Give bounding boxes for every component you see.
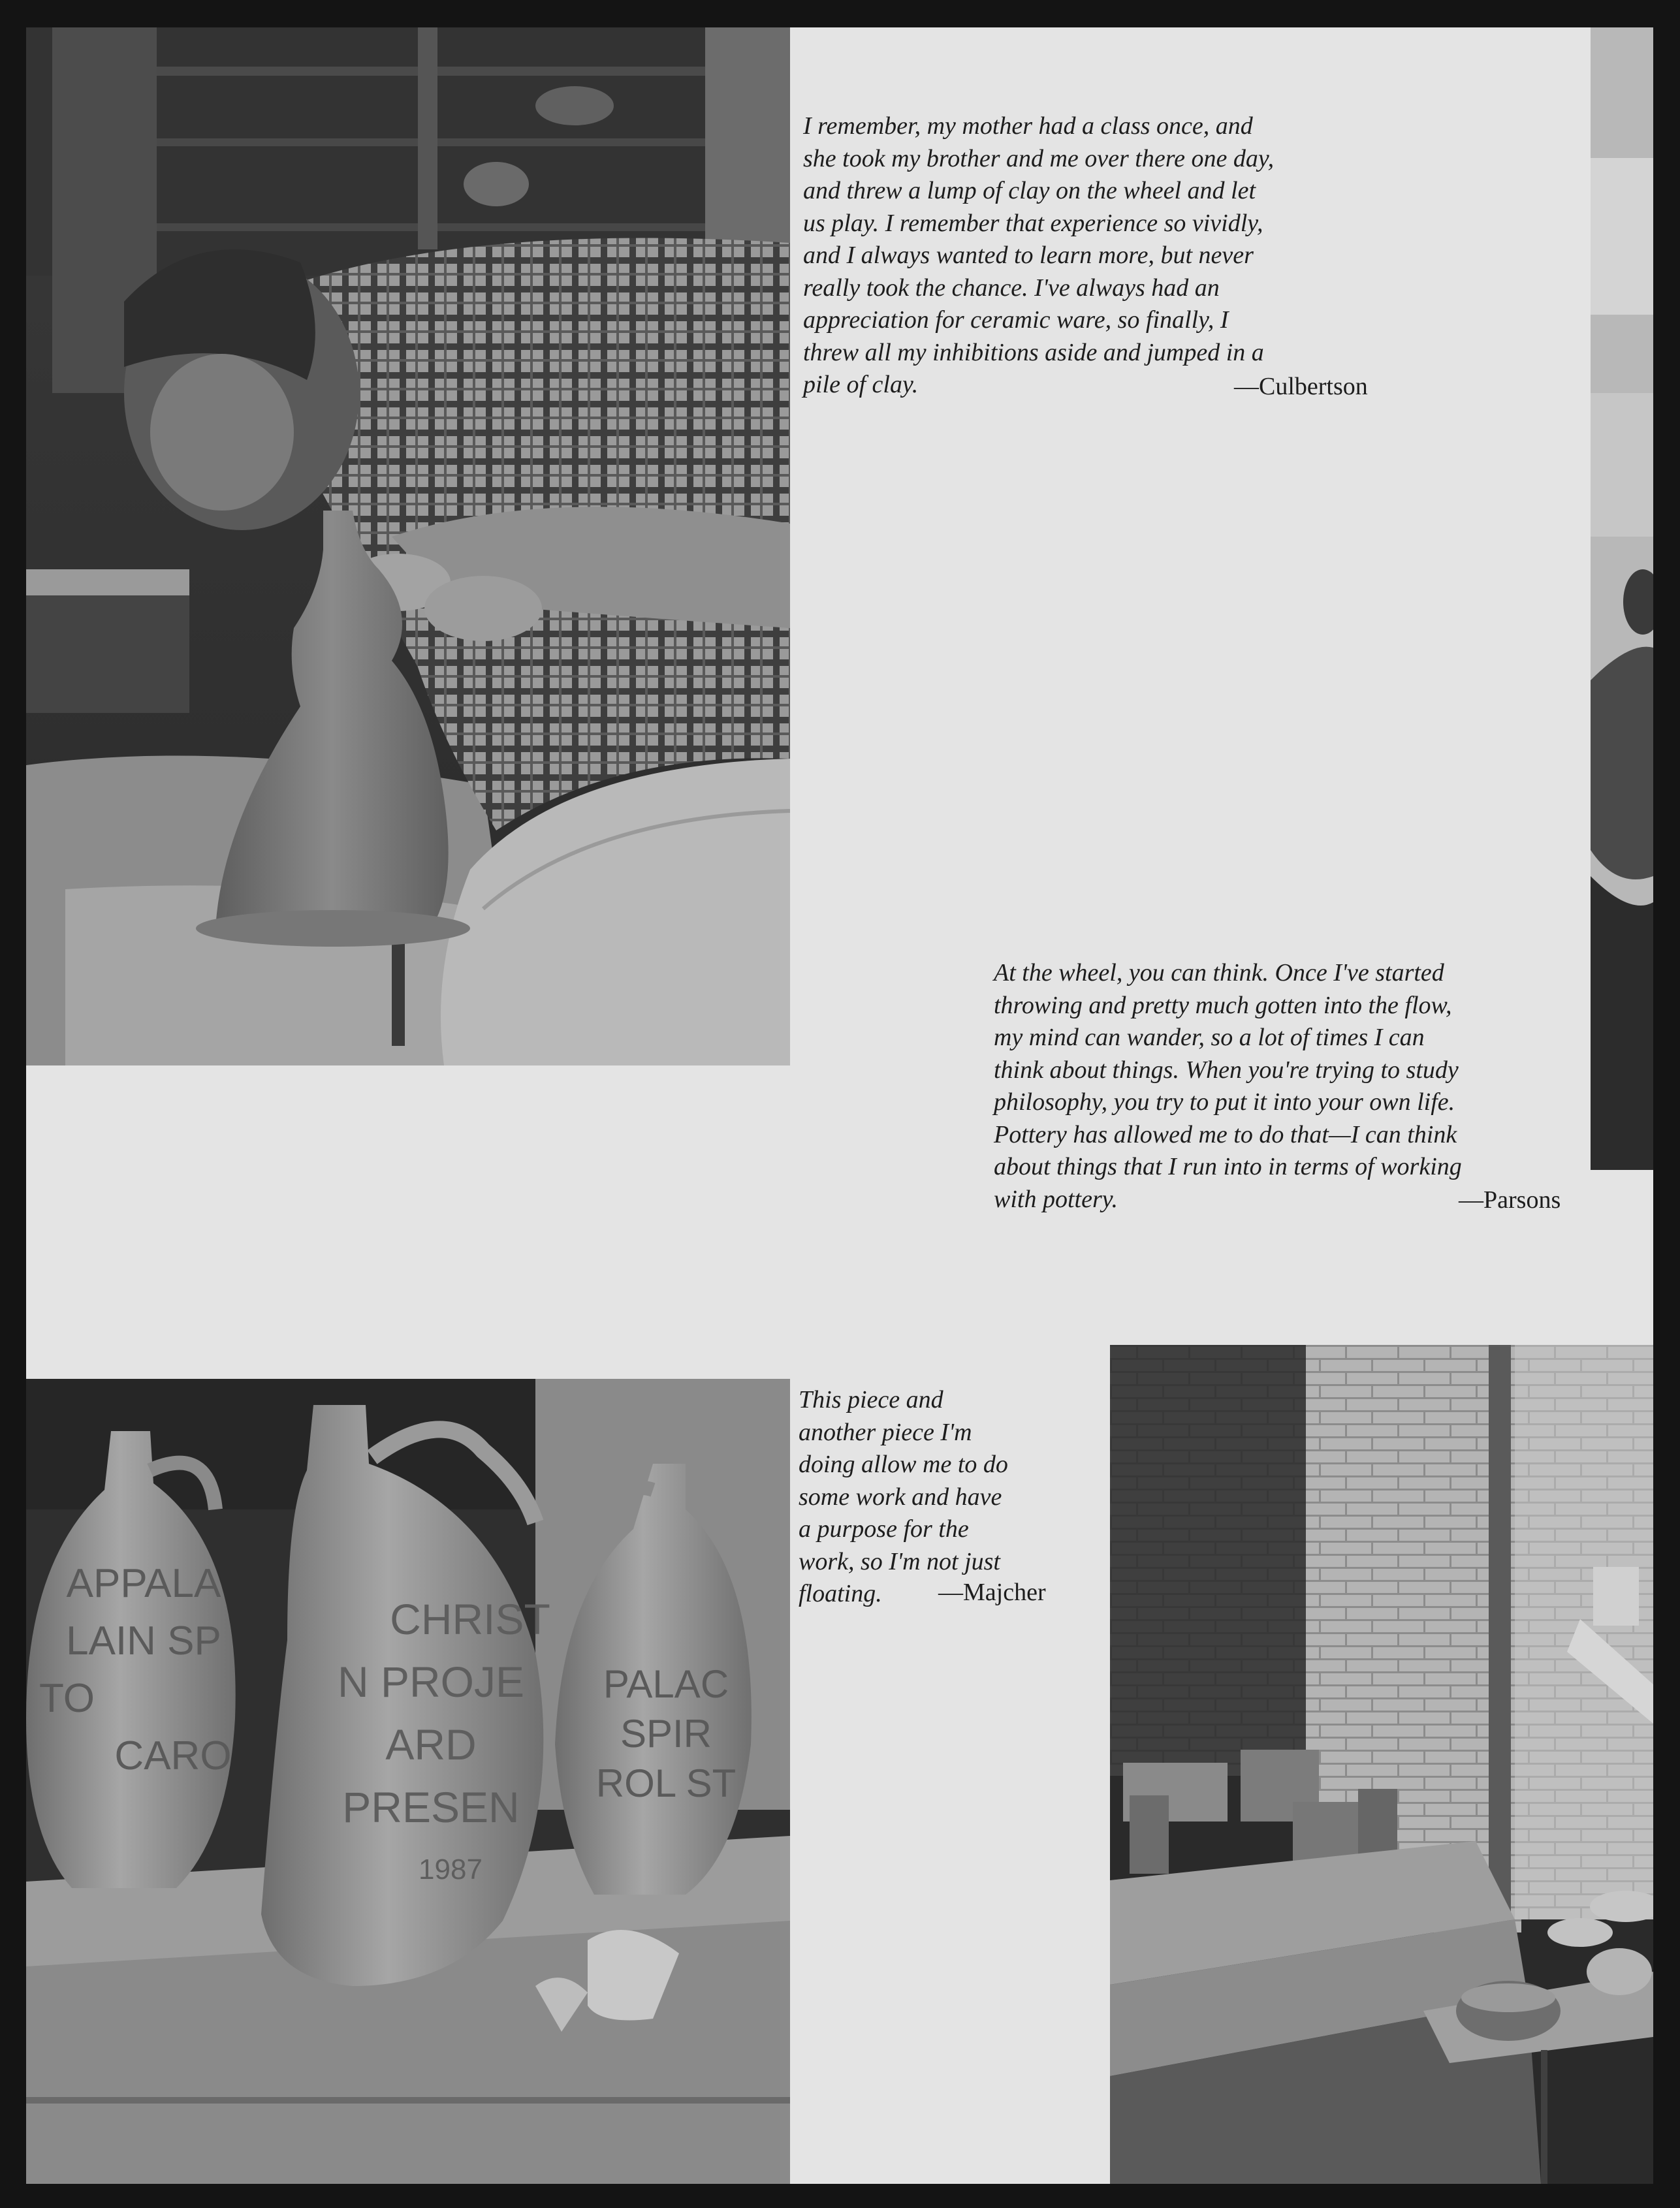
inscription-line: N PROJE	[337, 1658, 525, 1706]
inscription-line: CARO	[114, 1733, 232, 1778]
inscribed-jugs-photo	[26, 1379, 790, 2184]
left-jug-inscription	[39, 1555, 248, 1785]
quote-line: really took the chance. I've always had an	[803, 274, 1220, 302]
magazine-page	[26, 27, 1653, 2184]
quote-line: another piece I'm	[799, 1418, 972, 1446]
quote-line: think about things. When you're trying to study	[994, 1056, 1459, 1084]
inscription-line: 1987	[419, 1853, 483, 1885]
inscription-line: APPALA	[66, 1561, 221, 1606]
quote-line: philosophy, you try to put it into your own life.	[994, 1088, 1455, 1116]
quote-line: us play. I remember that experience so vividly,	[803, 209, 1263, 237]
quote-line: work, so I'm not just	[799, 1547, 1000, 1575]
quote-line: throwing and pretty much gotten into the flow,	[994, 991, 1452, 1019]
right-jug-inscription	[575, 1660, 757, 1808]
inscription-line: SPIR	[620, 1712, 712, 1756]
center-jug-inscription	[300, 1588, 562, 1901]
inscription-line: ARD PRESEN	[342, 1720, 520, 1831]
quote-line: At the wheel, you can think. Once I've started	[994, 959, 1444, 986]
quote-line: and threw a lump of clay on the wheel and let	[803, 177, 1256, 204]
quote-line: she took my brother and me over there one day,	[803, 144, 1275, 172]
quote-line: pile of clay.	[803, 371, 919, 398]
culbertson-quote	[803, 110, 1391, 402]
quote-line: about things that I run into in terms of working	[994, 1153, 1462, 1180]
inscription-line: LAIN SP	[66, 1618, 221, 1664]
parsons-attribution: —Parsons	[1459, 1186, 1561, 1214]
quote-line: floating.	[799, 1580, 882, 1607]
quote-line: with pottery.	[994, 1185, 1118, 1213]
inscription-line: TO	[39, 1676, 95, 1721]
quote-line: my mind can wander, so a lot of times I can	[994, 1024, 1425, 1051]
quote-line: and I always wanted to learn more, but never	[803, 242, 1254, 269]
majcher-quote	[799, 1384, 1112, 1611]
quote-line: appreciation for ceramic ware, so finally, I	[803, 306, 1229, 334]
inscription-line: PALAC	[603, 1662, 729, 1706]
quote-line: threw all my inhibitions aside and jumped in a	[803, 338, 1264, 366]
quote-line: Pottery has allowed me to do that—I can think	[994, 1120, 1457, 1148]
potter-at-wheel-photo	[26, 27, 790, 1065]
quote-line: some work and have	[799, 1483, 1002, 1511]
majcher-attribution: —Majcher	[938, 1579, 1046, 1606]
quote-line: This piece and	[799, 1386, 943, 1413]
kiln-photo	[1110, 1345, 1653, 2184]
inscription-line: CHRIST	[390, 1595, 550, 1643]
edge-strip-photo	[1591, 27, 1653, 1170]
inscription-line: ROL ST	[595, 1761, 737, 1805]
quote-line: doing allow me to do	[799, 1451, 1008, 1478]
parsons-quote	[994, 957, 1594, 1216]
quote-line: a purpose for the	[799, 1515, 969, 1543]
culbertson-attribution: —Culbertson	[1234, 373, 1368, 400]
quote-line: I remember, my mother had a class once, and	[803, 112, 1253, 140]
